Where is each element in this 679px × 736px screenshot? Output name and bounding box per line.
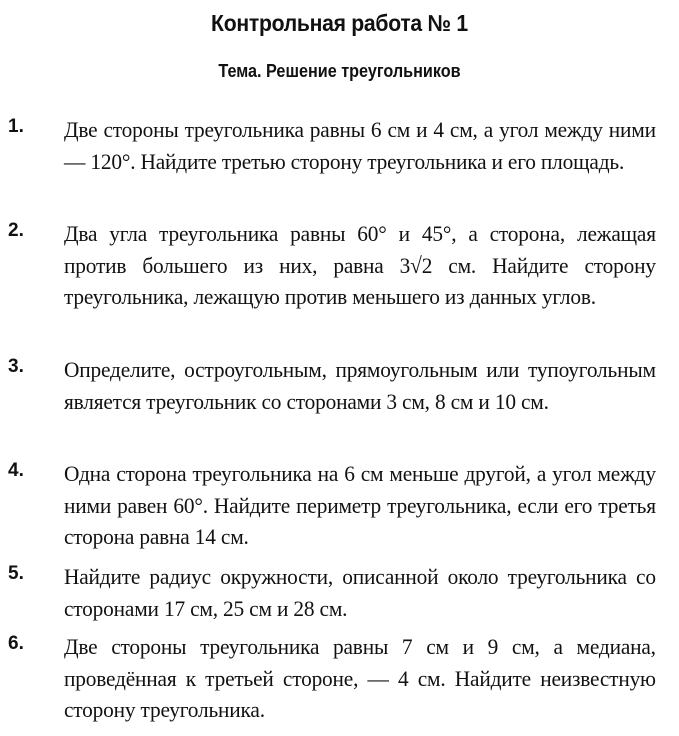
problem-number: 2. — [8, 220, 24, 241]
page-title: Контрольная работа № 1 — [211, 10, 468, 36]
problem-text: Одна сторона треугольника на 6 см меньше другой, а угол между ними равен 60°. Найдите периметр треугольника, если его третья сторона равна 14 см. — [64, 461, 656, 549]
problem-list — [0, 114, 679, 731]
problem-item — [0, 218, 679, 354]
problem-text: Два угла треугольника равны 60° и 45°, а сторона, лежащая против большего из них, равна 3√2 см. Найдите сторону треугольника, лежащую против меньшего из данных углов. — [64, 221, 656, 309]
problem-text: Найдите радиус окружности, описанной около треугольника со сторонами 17 см, 25 см и 28 см. — [64, 564, 656, 621]
problem-text: Две стороны треугольника равны 7 см и 9 см, а медиана, проведённая к третьей стороне, — 4 см. Найдите неизвестную сторону треугольника. — [64, 634, 656, 722]
problem-number: 6. — [8, 633, 24, 654]
problem-item — [0, 631, 679, 731]
problem-text: Две стороны треугольника равны 6 см и 4 см, а угол между ними — 120°. Найдите третью сторону треугольника и его площадь. — [64, 117, 656, 174]
problem-item — [0, 354, 679, 458]
problem-number: 5. — [8, 563, 24, 584]
page-subtitle: Тема. Решение треугольников — [218, 61, 461, 81]
problem-item — [0, 458, 679, 561]
problem-item — [0, 561, 679, 631]
problem-number: 3. — [8, 356, 24, 377]
problem-number: 1. — [8, 116, 24, 137]
problem-item — [0, 114, 679, 218]
problem-text: Определите, остроугольным, прямоугольным или тупоугольным является треугольник со сторонами 3 см, 8 см и 10 см. — [64, 357, 656, 414]
problem-number: 4. — [8, 460, 24, 481]
